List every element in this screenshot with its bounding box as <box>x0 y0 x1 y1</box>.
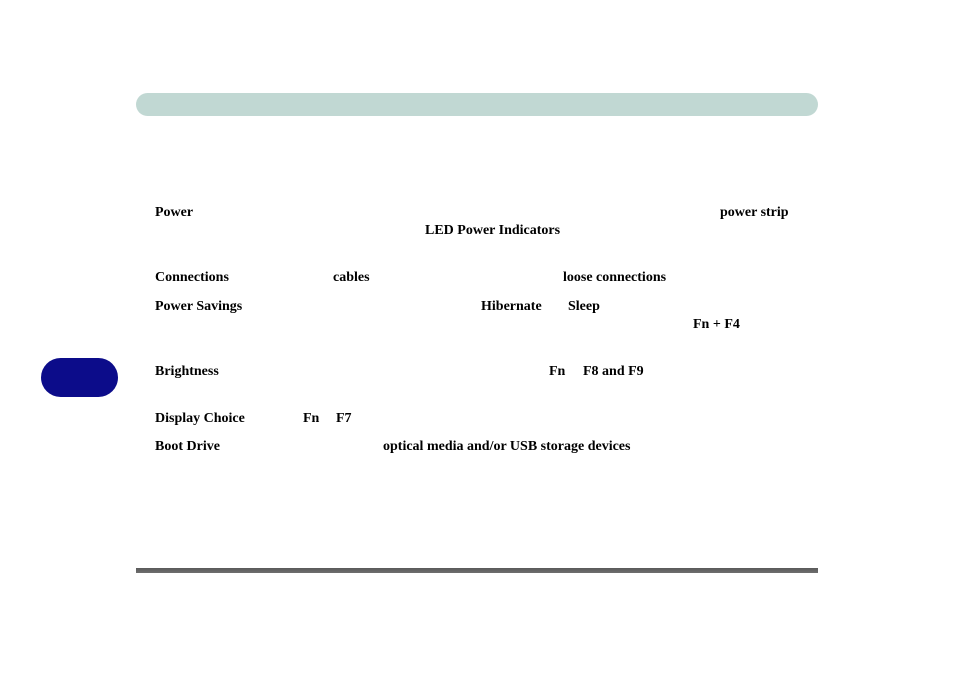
term-optical-usb: optical media and/or USB storage devices <box>383 439 631 454</box>
header-bar <box>136 93 818 116</box>
term-hibernate: Hibernate <box>481 299 542 314</box>
chapter-tab <box>41 358 118 397</box>
term-loose-connections: loose connections <box>563 270 667 285</box>
term-display-choice: Display Choice <box>155 411 245 426</box>
term-fn-display: Fn <box>303 411 320 426</box>
term-f7: F7 <box>336 411 352 426</box>
term-power-strip: power strip <box>720 205 789 220</box>
term-connections: Connections <box>155 270 229 285</box>
term-fn-brightness: Fn <box>549 364 566 379</box>
term-power: Power <box>155 205 194 220</box>
term-fn-f4: Fn + F4 <box>693 317 740 332</box>
term-led-power-indicators: LED Power Indicators <box>425 223 561 238</box>
term-sleep: Sleep <box>568 299 600 314</box>
term-boot-drive: Boot Drive <box>155 439 220 454</box>
term-brightness: Brightness <box>155 364 219 379</box>
term-cables: cables <box>333 270 370 285</box>
term-f8-f9: F8 and F9 <box>583 364 644 379</box>
term-power-savings: Power Savings <box>155 299 243 314</box>
footer-rule <box>136 568 818 573</box>
